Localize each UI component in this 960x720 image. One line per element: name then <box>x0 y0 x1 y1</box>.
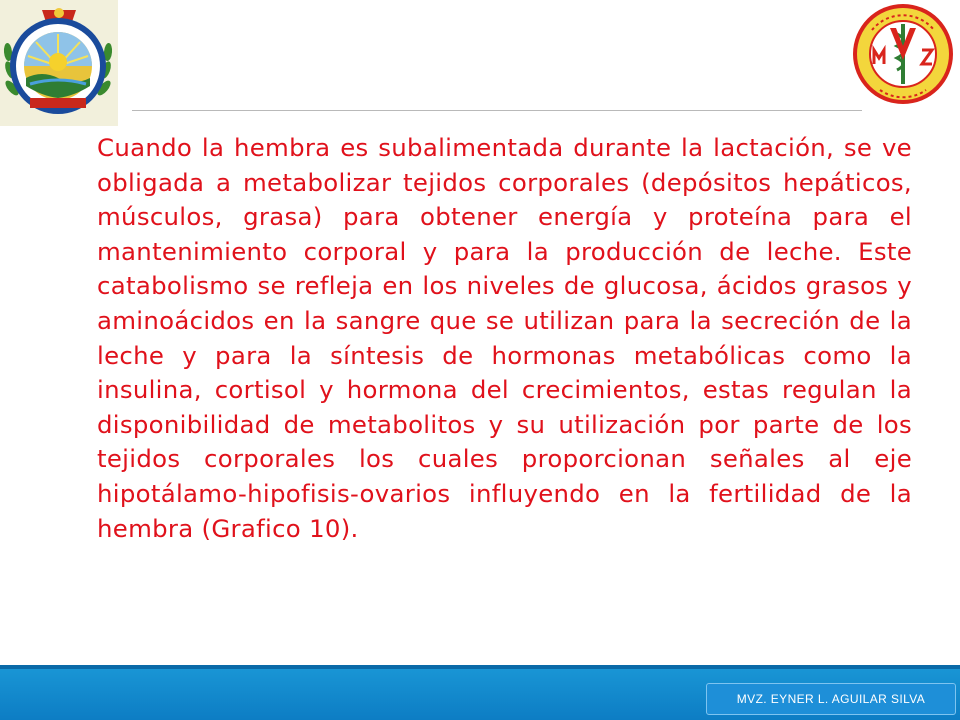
header-divider <box>132 110 862 111</box>
faculty-logo <box>850 0 956 108</box>
body-paragraph: Cuando la hembra es subalimentada durante la lactación, se ve obligada a metabolizar tejidos corporales (depósitos hepáticos, músculos, grasa) para obtener energía y proteína para el mantenimiento corporal y para la producción de leche. Este catabolismo se refleja en los niveles de glucosa, ácidos grasos y aminoácidos en la sangre que se utilizan para la secreción de la leche y para la síntesis de hormonas metabólicas como la insulina, cortisol y hormona del crecimientos, estas regulan la disponibilidad de metabolitos y su utilización por parte de los tejidos corporales los cuales proporcionan señales al eje hipotálamo-hipofisis-ovarios influyendo en la fertilidad de la hembra (Grafico 10). <box>97 133 912 543</box>
veterinary-seal-icon <box>850 0 956 108</box>
university-logo <box>0 0 118 126</box>
university-seal-icon <box>0 0 118 126</box>
author-label: MVZ. EYNER L. AGUILAR SILVA <box>706 683 956 715</box>
